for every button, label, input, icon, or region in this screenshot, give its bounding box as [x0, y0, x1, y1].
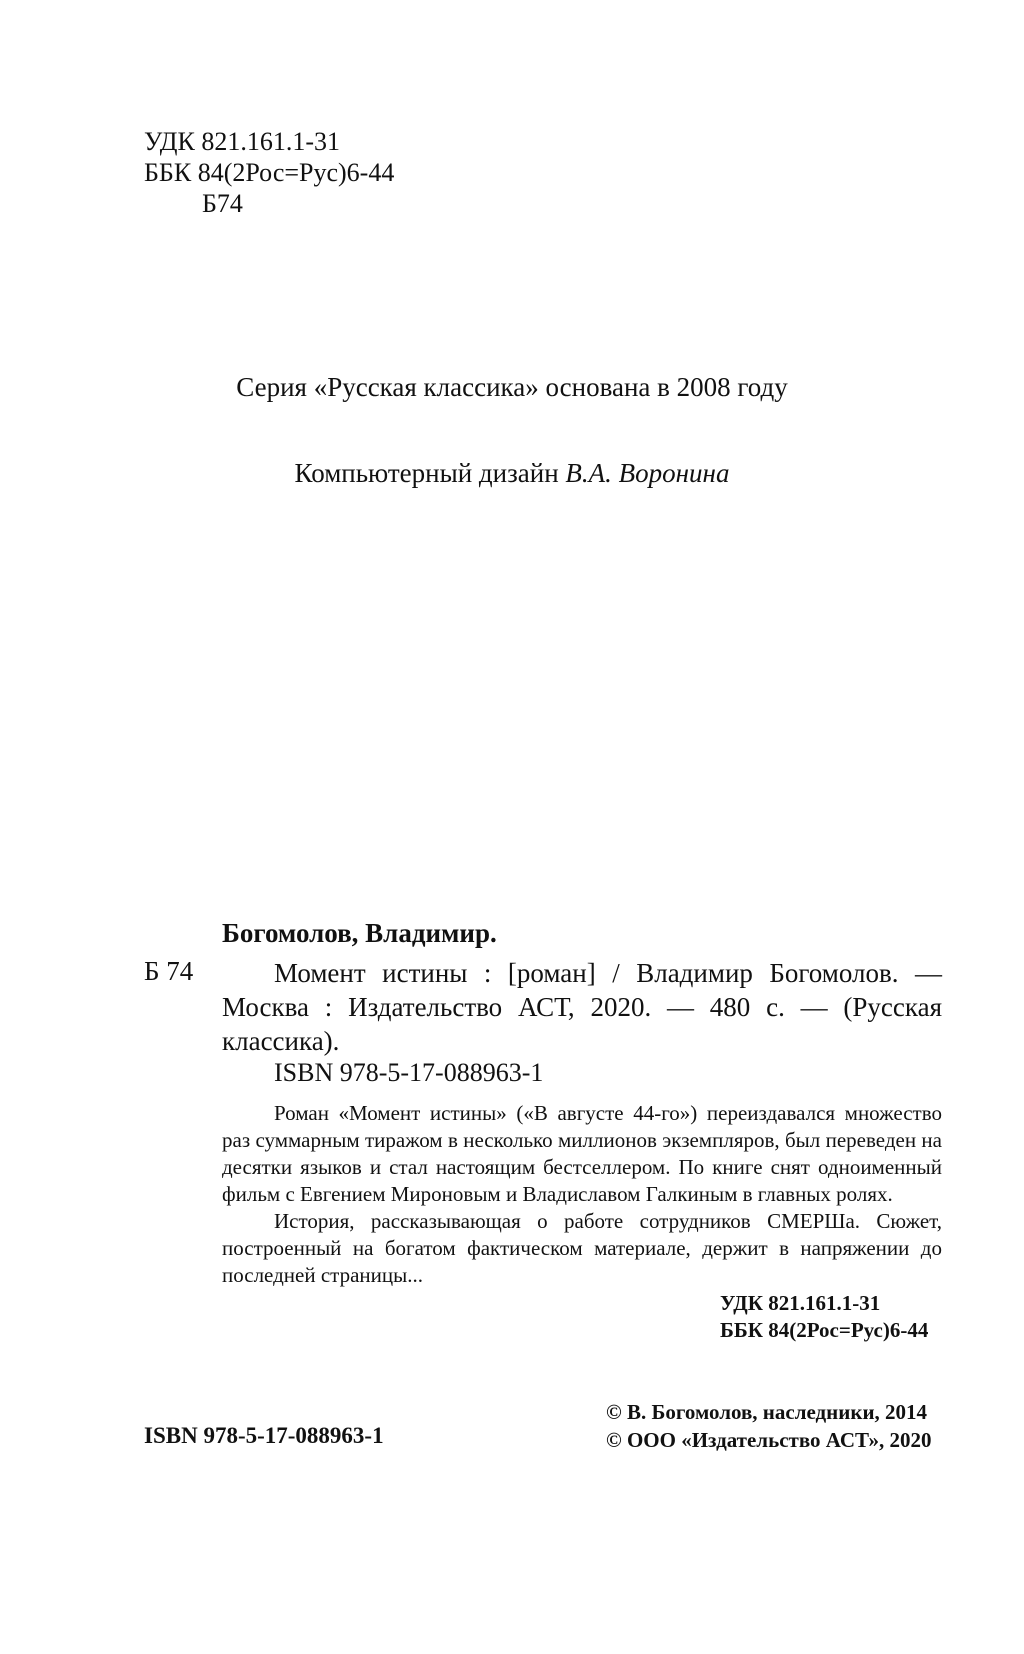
annotation-paragraph: Роман «Момент истины» («В августе 44-го») переиздавался множество раз суммарным тиражом в несколько миллионов экземпляров, был переведен на десятки языков и стал настоящим бестселлером. По книге снят одноименный фильм с Евгением Мироновым и Владиславом Галкиным в главных ролях. — [222, 1101, 942, 1206]
bottom-isbn: ISBN 978-5-17-088963-1 — [144, 1423, 384, 1448]
annotation-paragraph: История, рассказывающая о работе сотрудников СМЕРШа. Сюжет, построенный на богатом фактическом материале, держит в напряжении до последней страницы... — [222, 1209, 942, 1287]
bottom-classification — [720, 1290, 928, 1344]
author-mark: Б74 — [202, 189, 243, 218]
bottom-udk-code: УДК 821.161.1-31 — [720, 1291, 881, 1315]
annotation — [222, 1100, 942, 1289]
catalog-author: Богомолов, Владимир. — [222, 918, 497, 948]
designer-name: В.А. Воронина — [565, 458, 730, 488]
top-classification-block — [144, 126, 394, 219]
copyright-block — [606, 1398, 932, 1454]
bbk-code: ББК 84(2Рос=Рус)6-44 — [144, 158, 395, 187]
design-label: Компьютерный дизайн — [294, 458, 566, 488]
catalog-description: Момент истины : [роман] / Владимир Богомолов. — Москва : Издательство АСТ, 2020. — 480 с. — (Русская классика). — [222, 958, 942, 1056]
bottom-bbk-code: ББК 84(2Рос=Рус)6-44 — [720, 1318, 929, 1342]
catalog-author-mark: Б 74 — [144, 956, 194, 986]
copyright-line: © В. Богомолов, наследники, 2014 — [606, 1400, 928, 1424]
series-line: Серия «Русская классика» основана в 2008 году — [236, 372, 788, 402]
catalog-isbn: ISBN 978-5-17-088963-1 — [274, 1058, 544, 1087]
design-credit — [0, 458, 1024, 489]
copyright-line: © ООО «Издательство АСТ», 2020 — [606, 1428, 932, 1452]
udk-code: УДК 821.161.1-31 — [144, 127, 341, 156]
